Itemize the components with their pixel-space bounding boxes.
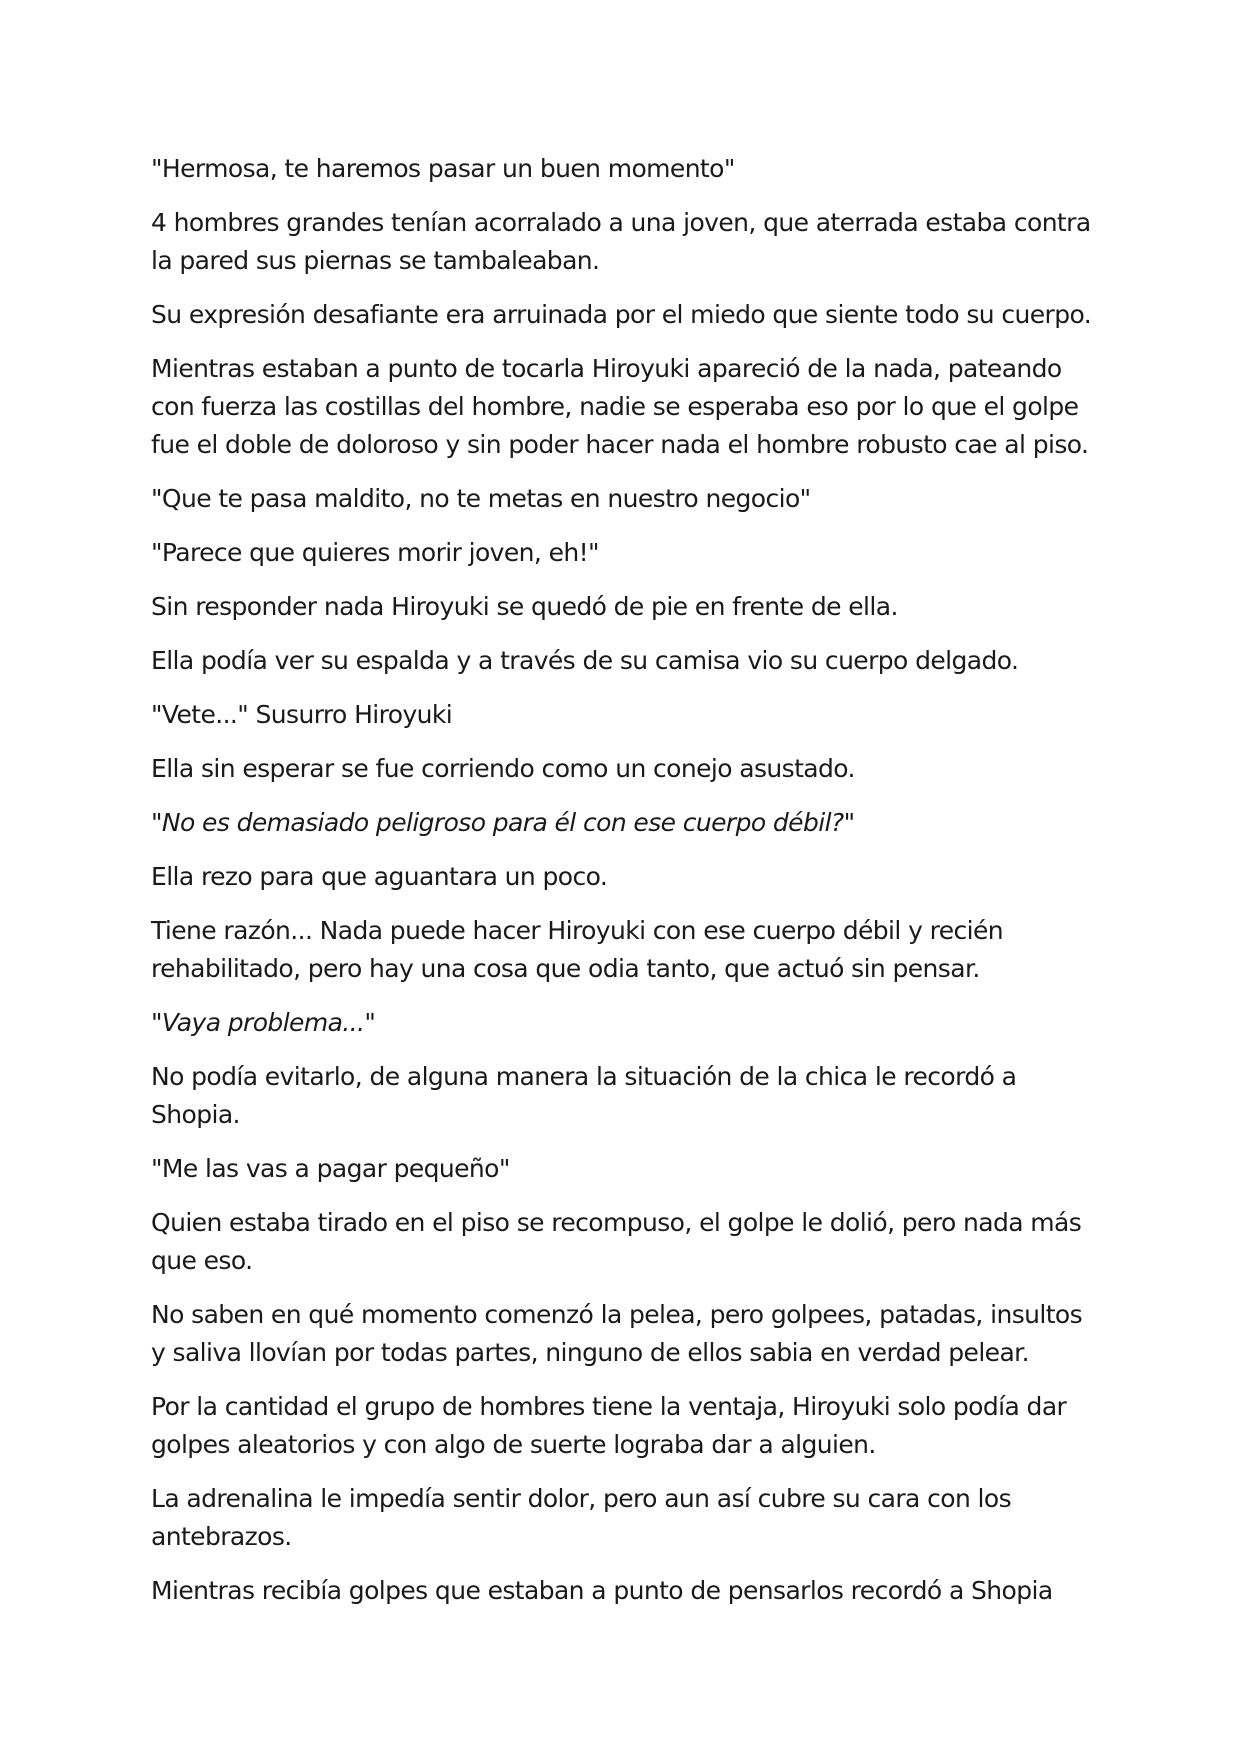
italic-paragraph: "Vaya problema..." <box>151 1008 376 1037</box>
paragraph: Ella sin esperar se fue corriendo como un conejo asustado. <box>151 754 855 783</box>
italic-paragraph: "No es demasiado peligroso para él con ese cuerpo débil?" <box>151 808 855 837</box>
paragraph: "Parece que quieres morir joven, eh!" <box>151 538 599 567</box>
paragraph: No saben en qué momento comenzó la pelea, pero golpees, patadas, insultos y saliva llovían por todas partes, ninguno de ellos sabia en verdad pelear. <box>151 1300 1083 1367</box>
paragraph: 4 hombres grandes tenían acorralado a una joven, que aterrada estaba contra la pared sus piernas se tambaleaban. <box>151 208 1091 275</box>
paragraph: No podía evitarlo, de alguna manera la situación de la chica le recordó a Shopia. <box>151 1062 1017 1129</box>
paragraph: Ella rezo para que aguantara un poco. <box>151 862 608 891</box>
paragraph: "Hermosa, te haremos pasar un buen momento" <box>151 154 735 183</box>
paragraph: La adrenalina le impedía sentir dolor, pero aun así cubre su cara con los antebrazos. <box>151 1484 1012 1551</box>
paragraph: Tiene razón... Nada puede hacer Hiroyuki con ese cuerpo débil y recién rehabilitado, pero hay una cosa que odia tanto, que actuó sin pensar. <box>151 916 1004 983</box>
paragraph: Ella podía ver su espalda y a través de su camisa vio su cuerpo delgado. <box>151 646 1019 675</box>
body-text <box>151 150 1101 1626</box>
paragraph: Quien estaba tirado en el piso se recompuso, el golpe le dolió, pero nada más que eso. <box>151 1208 1082 1275</box>
paragraph: Por la cantidad el grupo de hombres tiene la ventaja, Hiroyuki solo podía dar golpes aleatorios y con algo de suerte lograba dar a alguien. <box>151 1392 1067 1459</box>
paragraph: Sin responder nada Hiroyuki se quedó de pie en frente de ella. <box>151 592 898 621</box>
paragraph: "Que te pasa maldito, no te metas en nuestro negocio" <box>151 484 811 513</box>
paragraph: "Vete..." Susurro Hiroyuki <box>151 700 453 729</box>
paragraph: Mientras estaban a punto de tocarla Hiroyuki apareció de la nada, pateando con fuerza las costillas del hombre, nadie se esperaba eso por lo que el golpe fue el doble de doloroso y sin poder hacer nada el hombre robusto cae al piso. <box>151 354 1089 459</box>
paragraph: Su expresión desafiante era arruinada por el miedo que siente todo su cuerpo. <box>151 300 1092 329</box>
paragraph: "Me las vas a pagar pequeño" <box>151 1154 510 1183</box>
paragraph: Mientras recibía golpes que estaban a punto de pensarlos recordó a Shopia <box>151 1576 1053 1605</box>
